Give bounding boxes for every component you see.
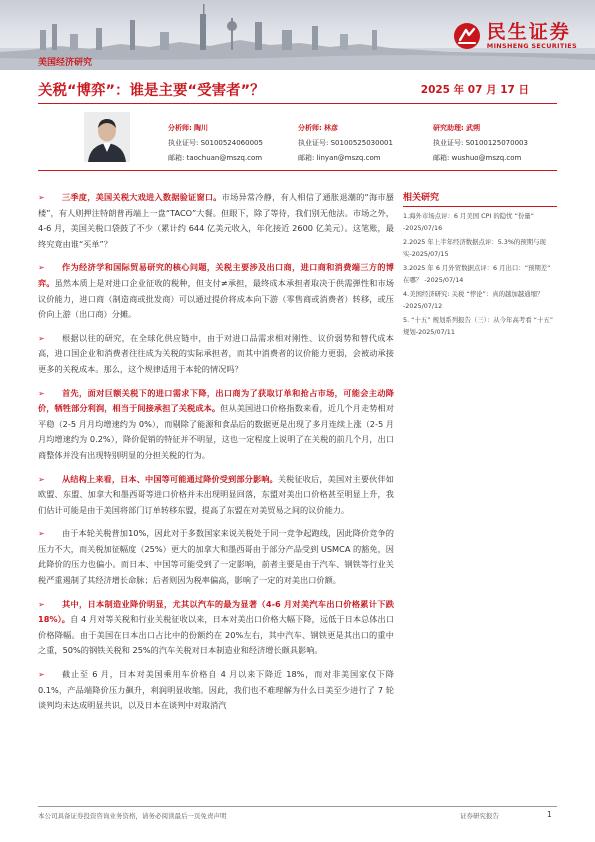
body-paragraph [38,526,394,588]
cert-number: S0100524060005 [200,139,263,147]
paragraph-lead: 作为经济学和国际贸易研究的核心问题，关税主要涉及出口商，进口商和消费端三方的博弈。 [38,262,394,288]
cert-number: S0100125070003 [465,139,528,147]
footer-divider [38,806,557,807]
email-label: 邮箱: [433,154,450,162]
arrow-bullet-icon: ➢ [38,388,45,398]
related-research-item[interactable]: 1.海外市场点评：6 月美国 CPI 的隐忧 “份量” -2025/07/16 [403,212,534,232]
header-divider [38,170,557,171]
paragraph-text: 关税征收后，美国对主要伙伴如欧盟、东盟、加拿大和墨西哥等进口价格并未出现明显回落，东盟对美出口价格甚至明显上升，我们估计可能是由于美国将部门订单转移东盟，提高了东盟在对美贸易之间的议价能力。 [38,473,394,515]
related-research-title: 相关研究 [403,190,557,207]
paragraph-lead: 从结构上来看，日本、中国等可能通过降价受到部分影响。 [62,473,278,484]
body-paragraph [38,472,394,519]
analyst-name: 武朔 [466,124,481,132]
paragraph-text: 自 4 月对等关税和行业关税征收以来，日本对美出口价格大幅下降，远低于日本总体出口价格降幅。由于美国在日本出口占比中的份额约在 20%左右，其中汽车、钢铁更是其出口的重中之重，50%的钢铁关税和 25%的汽车关税对日本制造业和经济增长颇具影响。 [38,614,394,656]
related-research-sidebar [403,190,557,340]
paragraph-lead: 首先，面对巨额关税下的进口需求下降，出口商为了获取订单和抢占市场，可能会主动降价，牺牲部分利润，相当于间接承担了关税成本。 [38,387,394,414]
title-divider [38,103,557,104]
arrow-bullet-icon: ➢ [38,670,45,680]
logo-chinese-name: 民生证券 [486,21,571,43]
related-research-item[interactable]: 3.2025 年 6 月外贸数据点评：6 月出口：“预期差” 在哪？ -2025/07/14 [403,264,551,284]
paragraph-text: 截止至 6 月，日本对美国乘用车价格自 4 月以来下降近 18%，而对非美国家仅下降 0.1%，产品端降价压力飙升，利润明显收缩。因此，我们也不难理解为什么日美至少进行了 7 轮谈判均未达成明显共识，以及日本在谈判中对取消汽 [38,669,394,711]
report-category: 美国经济研究 [38,58,93,68]
logo-english-name: MINSHENG SECURITIES [486,42,577,50]
analyst-card-1 [168,121,263,166]
arrow-bullet-icon: ➢ [38,333,45,343]
report-body [38,190,394,722]
paragraph-lead: 其中，日本制造业降价明显，尤其以汽车的最为显著（4-6 月对美汽车出口价格累计下跌 18%）。 [38,598,394,625]
paragraph-text: 由于本轮关税普加10%，因此对于多数国家来说关税处于同一竞争起跑线，因此降价竞争的压力不大，而关税加征幅度（25%）更大的加拿大和墨西哥由于部分产品受到 USMCA 的豁免，因此降价的压力也偏小。而日本、中国等可能受到了一定影响，前者主要是由于汽车、钢铁等行业关税严重遏制了其经济增长命脉；后者则因为税率偏高，影响了一定的对美出口价额。 [38,528,394,586]
paragraph-text: 虽然本质上是对进口企业征收的税种，但支付≠承担，最终成本承担者取决于供需弹性和市场议价能力，进口商（制造商或批发商）可以通过提价将成本向下游（零售商或消费者）转移，或压价向上游（出口商）分摊。 [38,277,394,320]
analyst-role: 分析师: [298,124,322,132]
analyst-card-3 [433,121,528,166]
brand-logo [453,22,577,50]
footer-disclaimer: 本公司具备证券投资咨询业务资格，请务必阅读最后一页免责声明 [38,812,227,820]
body-paragraph [38,597,394,659]
analyst-card-2 [298,121,393,166]
arrow-bullet-icon: ➢ [38,263,45,273]
arrow-bullet-icon: ➢ [38,193,45,202]
analyst-email[interactable]: taochuan@mszq.com [186,154,263,162]
analyst-name: 林彦 [324,124,339,132]
body-paragraph [38,667,394,714]
body-paragraph [38,190,394,252]
body-paragraph [38,386,394,464]
cert-label: 执业证号: [168,139,199,147]
cert-number: S0100525030001 [330,139,393,147]
paragraph-text: 根据以往的研究，在全球化供应链中，由于对进口品需求相对刚性、议价弱势和替代成本高，进口国企业和消费者往往成为关税的实际承担者，而其中消费者的议价能力更弱，会被动承接更多的关税成本。那么，这个规律适用于本轮的情况吗？ [38,332,394,374]
arrow-bullet-icon: ➢ [38,474,45,484]
paragraph-text: 但从美国进口价格指数来看，近几个月走势相对平稳（2-5 月月均增速约为 0%），而剔除了能源和食品后的数据更是出现了多月连续上涨（2-5 月月均增速约为 0.2%），降价促销的特征并不明显，这也一定程度上说明了在关税的前几个月，出口商整体并没有出现特别明显的分担关税的行为。 [38,403,394,460]
page-number: 1 [547,810,552,819]
analyst-email[interactable]: wushuo@mszq.com [451,154,522,162]
analyst-avatar [84,112,130,162]
analyst-email[interactable]: linyan@mszq.com [316,154,381,162]
report-date: 2025 年 07 月 17 日 [420,84,529,96]
body-paragraph [38,260,394,322]
paragraph-text: 市场异常冷静，有人相信了通胀退潮的“海市蜃楼”，有人则押注特朗普再端上一盘“TACO”大餐。但眼下，除了等待，我们别无他法。市场之外，4-6 月，美国关税口袋鼓了不少（累计约 644 亿美元收入，年化接近 2600 亿美元）。这笔账，最终究竟由谁“买单”？ [38,192,394,249]
footer-doc-type: 证券研究报告 [460,812,499,820]
arrow-bullet-icon: ➢ [38,529,45,539]
email-label: 邮箱: [298,154,315,162]
minsheng-logo-icon [453,22,481,50]
cert-label: 执业证号: [298,139,329,147]
related-research-item[interactable]: 5. “十五” 规划系列报告（三）：从今年高考看 “十五” 规划-2025/07/11 [403,316,554,336]
paragraph-lead: 三季度，美国关税大戏进入数据验证窗口。 [62,192,222,202]
body-paragraph [38,331,394,378]
analyst-role: 分析师: [168,124,192,132]
report-title: 关税“博弈”：谁是主要“受害者”？ [38,83,265,99]
related-research-item[interactable]: 4.美国经济研究: 关税 “悖论”：真的越加越通缩？ -2025/07/12 [403,290,544,310]
cert-label: 执业证号: [433,139,464,147]
related-research-item[interactable]: 2.2025 年上半年经济数据点评：5.3%的预期与现实-2025/07/15 [403,238,546,258]
arrow-bullet-icon: ➢ [38,599,45,609]
email-label: 邮箱: [168,154,185,162]
analyst-role: 研究助理: [433,124,464,132]
analyst-name: 陶川 [194,124,209,132]
